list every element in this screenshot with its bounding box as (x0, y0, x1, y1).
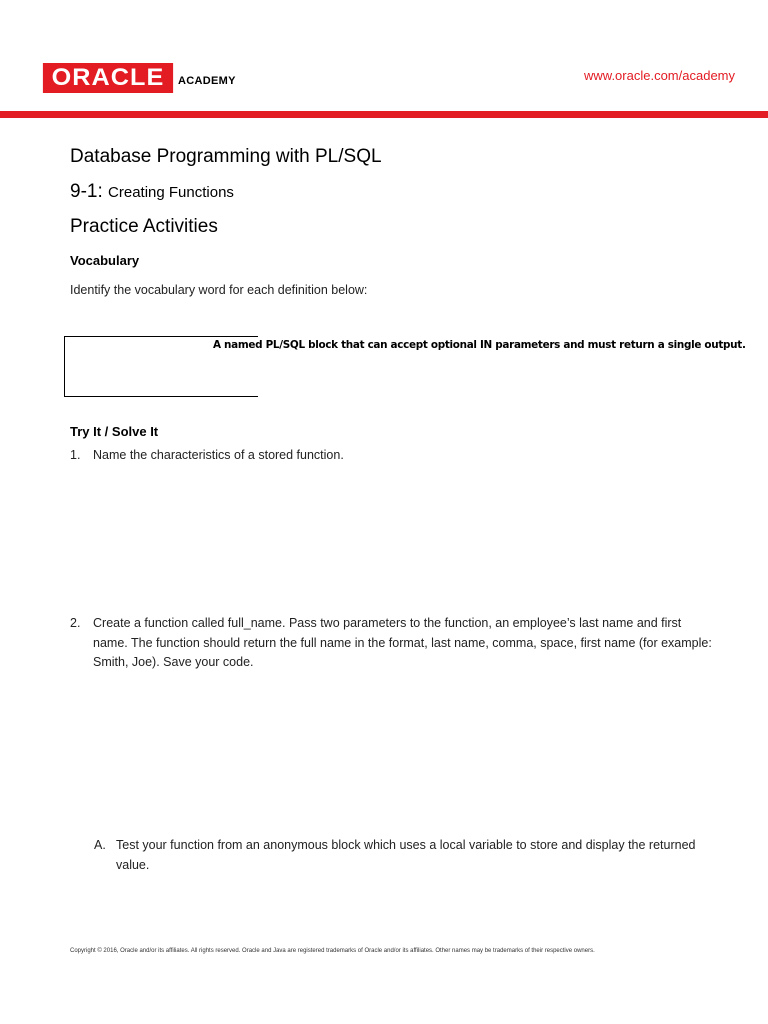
copyright-footer: Copyright © 2016, Oracle and/or its affiliates. All rights reserved. Oracle and Java are registered trademarks of Oracle and/or its affiliates. Other names may be trademarks of their respective owners. (70, 948, 595, 954)
academy-url-link[interactable]: www.oracle.com/academy (584, 68, 735, 83)
header-divider (0, 111, 768, 118)
question-2-text: Create a function called full_name. Pass two parameters to the function, an employee’s last name and first name. The function should return the full name in the format, last name, comma, space, first name (for example: Smith, Joe). Save your code. (93, 616, 712, 669)
section-title: Practice Activities (70, 216, 218, 237)
vocabulary-instruction: Identify the vocabulary word for each definition below: (70, 283, 368, 297)
question-1-text: Name the characteristics of a stored function. (93, 448, 344, 462)
try-it-heading: Try It / Solve It (70, 424, 159, 439)
lesson-title (70, 181, 234, 203)
lesson-number: 9-1: (70, 181, 103, 202)
oracle-logo: ORACLE (43, 63, 173, 93)
question-2a-text: Test your function from an anonymous block which uses a local variable to store and display the returned value. (116, 838, 696, 872)
vocabulary-definition: A named PL/SQL block that can accept optional IN parameters and must return a single output. (213, 339, 746, 351)
question-1-number: 1. (70, 448, 81, 462)
academy-label: ACADEMY (178, 75, 236, 87)
question-2-number: 2. (70, 616, 81, 630)
lesson-name: Creating Functions (108, 184, 234, 201)
question-2a-label: A. (94, 838, 106, 852)
course-title: Database Programming with PL/SQL (70, 146, 382, 167)
vocabulary-heading: Vocabulary (70, 253, 140, 268)
